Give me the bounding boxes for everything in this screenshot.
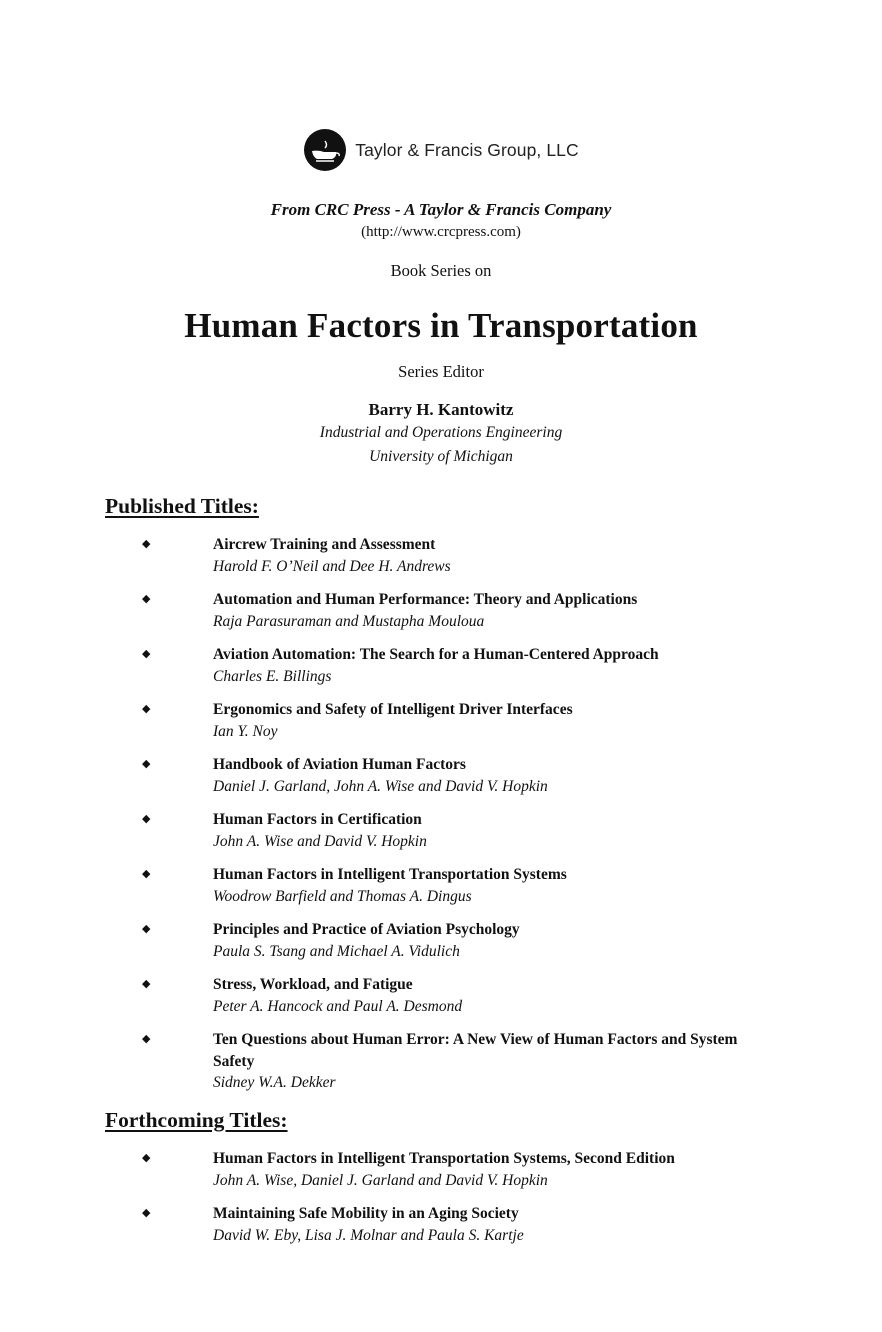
list-item: [0, 1148, 882, 1191]
list-item: [0, 699, 882, 742]
bullet-icon: ◆: [142, 593, 151, 605]
book-authors: Charles E. Billings: [213, 667, 332, 685]
publisher-line: From CRC Press - A Taylor & Francis Company: [270, 200, 612, 219]
published-titles-list: [0, 534, 882, 1106]
list-item: [0, 864, 882, 907]
book-title: Human Factors in Certification: [213, 811, 422, 828]
series-title: Human Factors in Transportation: [184, 306, 698, 345]
book-authors: David W. Eby, Lisa J. Molnar and Paula S. Kartje: [213, 1226, 524, 1244]
book-authors: Woodrow Barfield and Thomas A. Dingus: [213, 887, 472, 905]
book-authors: Peter A. Hancock and Paul A. Desmond: [213, 997, 463, 1015]
bullet-icon: ◆: [142, 648, 151, 660]
editor-department: Industrial and Operations Engineering: [319, 424, 563, 441]
book-authors: Daniel J. Garland, John A. Wise and David V. Hopkin: [213, 777, 548, 795]
bullet-icon: ◆: [142, 1033, 151, 1045]
book-title: Human Factors in Intelligent Transportation Systems, Second Edition: [213, 1150, 675, 1167]
book-authors: John A. Wise, Daniel J. Garland and David V. Hopkin: [213, 1171, 548, 1189]
published-titles-heading: Published Titles:: [105, 494, 259, 518]
lamp-logo-icon: [303, 128, 347, 172]
forthcoming-titles-heading: Forthcoming Titles:: [105, 1108, 288, 1132]
list-item: [0, 974, 882, 1017]
book-title: Principles and Practice of Aviation Psychology: [213, 921, 520, 938]
book-title: Aviation Automation: The Search for a Human-Centered Approach: [213, 646, 659, 663]
book-title: Maintaining Safe Mobility in an Aging Society: [213, 1205, 519, 1222]
list-item: [0, 1203, 882, 1246]
publisher-logo: [0, 128, 882, 172]
list-item: [0, 754, 882, 797]
book-authors: John A. Wise and David V. Hopkin: [213, 832, 427, 850]
list-item: [0, 644, 882, 687]
book-authors: Paula S. Tsang and Michael A. Vidulich: [213, 942, 460, 960]
book-authors: Harold F. O’Neil and Dee H. Andrews: [213, 557, 451, 575]
publisher-logo-text: Taylor & Francis Group, LLC: [355, 139, 579, 160]
book-authors: Ian Y. Noy: [213, 722, 278, 740]
forthcoming-titles-list: [0, 1148, 882, 1258]
bullet-icon: ◆: [142, 538, 151, 550]
book-title: Handbook of Aviation Human Factors: [213, 756, 466, 773]
editor-university: University of Michigan: [369, 448, 513, 465]
bullet-icon: ◆: [142, 758, 151, 770]
bullet-icon: ◆: [142, 923, 151, 935]
book-title: Ten Questions about Human Error: A New View of Human Factors and System Safety: [213, 1031, 738, 1070]
book-title: Automation and Human Performance: Theory and Applications: [213, 591, 638, 608]
book-authors: Sidney W.A. Dekker: [213, 1074, 336, 1091]
editor-name: Barry H. Kantowitz: [368, 400, 514, 419]
bullet-icon: ◆: [142, 703, 151, 715]
publisher-url: (http://www.crcpress.com): [361, 224, 521, 240]
series-editor-label: Series Editor: [398, 362, 484, 381]
book-title: Ergonomics and Safety of Intelligent Driver Interfaces: [213, 701, 573, 718]
bullet-icon: ◆: [142, 1207, 151, 1219]
list-item: [0, 809, 882, 852]
series-intro: Book Series on: [390, 261, 492, 280]
list-item: [0, 534, 882, 577]
bullet-icon: ◆: [142, 1152, 151, 1164]
list-item: [0, 1029, 882, 1094]
book-authors: Raja Parasuraman and Mustapha Mouloua: [213, 612, 485, 630]
book-title: Stress, Workload, and Fatigue: [213, 976, 413, 993]
book-title: Aircrew Training and Assessment: [213, 536, 436, 553]
list-item: [0, 919, 882, 962]
list-item: [0, 589, 882, 632]
book-title: Human Factors in Intelligent Transportation Systems: [213, 866, 567, 883]
bullet-icon: ◆: [142, 813, 151, 825]
bullet-icon: ◆: [142, 978, 151, 990]
bullet-icon: ◆: [142, 868, 151, 880]
